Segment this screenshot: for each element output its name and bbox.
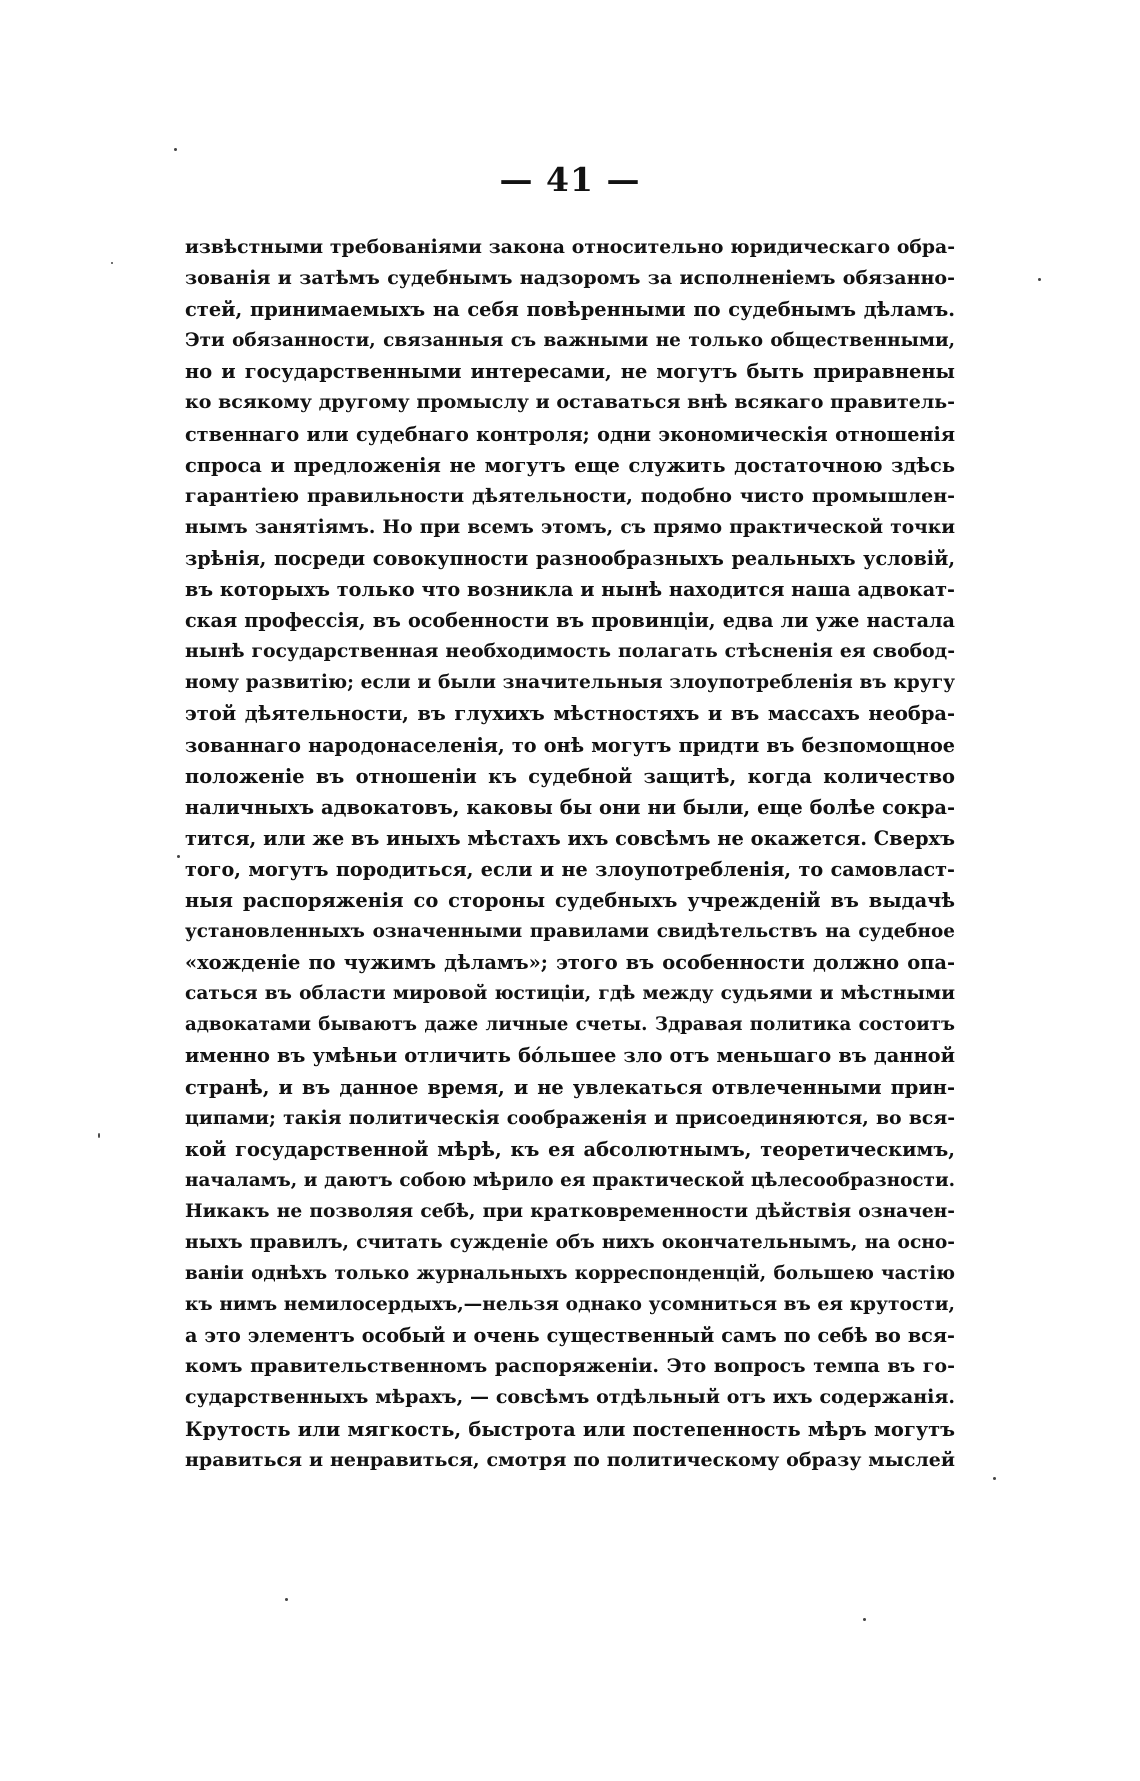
text-line: Никакъ не позволяя себѣ, при кратковременности дѣйствія означен-: [185, 1200, 955, 1222]
text-line: ныя распоряженія со стороны судебныхъ учрежденій въ выдачѣ: [185, 888, 955, 912]
text-line: этой дѣятельности, въ глухихъ мѣстностяхъ и въ массахъ необра-: [185, 702, 955, 726]
text-line: зованнаго народонаселенія, то онѣ могутъ придти въ безпомощное: [185, 733, 955, 757]
dust-speck: [993, 1477, 996, 1480]
dust-speck: [98, 1133, 100, 1138]
dust-speck: [111, 262, 113, 264]
text-line: извѣстными требованіями закона относительно юридическаго обра-: [185, 236, 955, 258]
text-line: ственнаго или судебнаго контроля; одни экономическія отношенія: [185, 422, 955, 446]
text-line: зованія и затѣмъ судебнымъ надзоромъ за исполненіемъ обязанно-: [185, 267, 955, 290]
text-line: того, могутъ породиться, если и не злоупотребленія, то самовласт-: [185, 857, 955, 881]
text-line: ныхъ правилъ, считать сужденіе объ нихъ окончательнымъ, на осно-: [185, 1232, 955, 1253]
text-line: зрѣнія, посреди совокупности разнообразныхъ реальныхъ условій,: [185, 546, 955, 570]
text-line: наличныхъ адвокатовъ, каковы бы они ни были, еще болѣе сокра-: [185, 795, 955, 819]
text-line: Крутость или мягкость, быстрота или постепенность мѣръ могутъ: [185, 1417, 955, 1441]
page-number: — 41 —: [499, 160, 641, 199]
text-line: положеніе въ отношеніи къ судебной защитѣ, когда количество: [185, 764, 955, 788]
text-line: нынѣ государственная необходимость полагать стѣсненія ея свобод-: [185, 640, 955, 663]
text-line: къ нимъ немилосердыхъ,—нельзя однако усомниться въ ея крутости,: [185, 1294, 955, 1316]
text-line: адвокатами бываютъ даже личные счеты. Здравая политика состоитъ: [185, 1014, 955, 1036]
text-line: саться въ области мировой юстиціи, гдѣ между судьями и мѣстными: [185, 983, 955, 1005]
text-line: нравиться и ненравиться, смотря по политическому образу мыслей: [185, 1448, 955, 1471]
text-line: именно въ умѣньи отличить бо́льшее зло отъ меньшаго въ данной: [185, 1044, 955, 1068]
text-line: а это элементъ особый и очень существенный самъ по себѣ во вся-: [185, 1324, 955, 1348]
text-line: кой государственной мѣрѣ, къ ея абсолютнымъ, теоретическимъ,: [185, 1137, 955, 1161]
text-line: гарантіею правильности дѣятельности, подобно чисто промышлен-: [185, 484, 955, 507]
dust-speck: [1038, 278, 1041, 281]
text-line: въ которыхъ только что возникла и нынѣ находится наша адвокат-: [185, 578, 955, 602]
text-line: ному развитію; если и были значительныя злоупотребленія въ кругу: [185, 672, 955, 694]
dust-speck: [285, 1598, 288, 1601]
text-line: началамъ, и даютъ собою мѣрило ея практической цѣлесообразности.: [185, 1169, 955, 1191]
text-line: спроса и предложенія не могутъ еще служить достаточною здѣсь: [185, 453, 955, 477]
text-line: нымъ занятіямъ. Но при всемъ этомъ, съ прямо практической точки: [185, 516, 955, 538]
text-line: тится, или же въ иныхъ мѣстахъ ихъ совсѣмъ не окажется. Сверхъ: [185, 826, 955, 850]
dust-speck: [174, 148, 177, 151]
dust-speck: [177, 855, 180, 858]
text-line: ципами; такія политическія соображенія и присоединяются, во вся-: [185, 1106, 955, 1129]
text-line: Эти обязанности, связанныя съ важными не только общественными,: [185, 330, 955, 352]
text-line: сударственныхъ мѣрахъ, — совсѣмъ отдѣльный отъ ихъ содержанія.: [185, 1386, 955, 1409]
text-line: ко всякому другому промыслу и оставаться внѣ всякаго правитель-: [185, 391, 955, 414]
text-line: ваніи однѣхъ только журнальныхъ корреспонденцій, большею частію: [185, 1263, 955, 1285]
text-line: странѣ, и въ данное время, и не увлекаться отвлеченными прин-: [185, 1075, 955, 1099]
text-line: но и государственными интересами, не могутъ быть приравнены: [185, 360, 955, 384]
text-line: ская профессія, въ особенности въ провинціи, едва ли уже настала: [185, 609, 955, 633]
text-line: стей, принимаемыхъ на себя повѣренными по судебнымъ дѣламъ.: [185, 298, 955, 322]
text-line: установленныхъ означенными правилами свидѣтельствъ на судебное: [185, 921, 955, 943]
dust-speck: [863, 1618, 866, 1621]
text-line: комъ правительственномъ распоряженіи. Это вопросъ темпа въ го-: [185, 1355, 955, 1378]
text-line: «хожденіе по чужимъ дѣламъ»; этого въ особенности должно опа-: [185, 951, 955, 975]
body-text: [185, 232, 955, 1476]
